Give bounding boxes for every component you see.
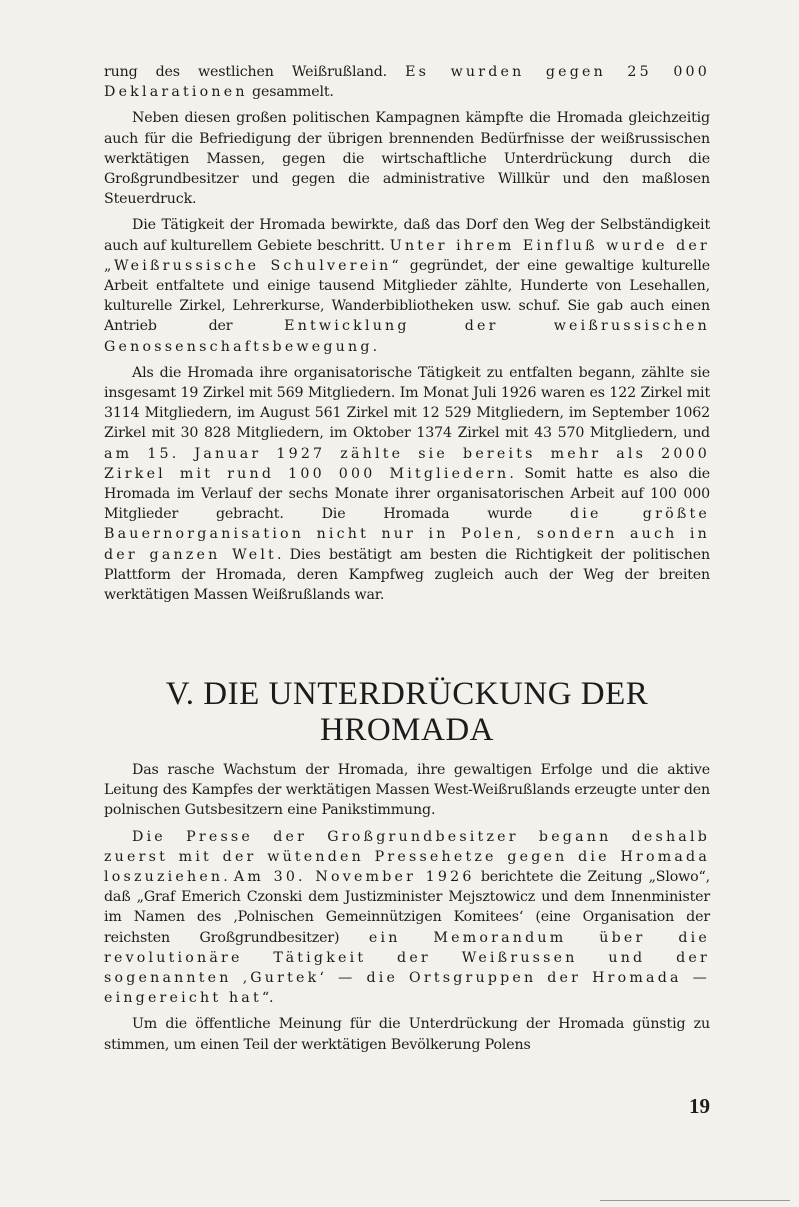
paragraph-4: Als die Hromada ihre organisatorische Tätigkeit zu entfalten begann, zählte sie insgesamt 19 Zirkel mit 569 Mitgliedern. Im Monat Juli 1926 waren es 122 Zirkel mit 3114 Mitgliedern, im August 561 Zirkel mit 12 529 Mitgliedern, im September 1062 Zirkel mit 30 828 Mitgliedern, im Oktober 1374 Zirkel mit 43 570 Mitgliedern, und am 15. Januar 1927 zählte sie bereits mehr als 2000 Zirkel mit rund 100 000 Mitgliedern. Somit hatte es also die Hromada im Verlauf der sechs Monate ihrer organisatorischen Arbeit auf 100 000 Mitglieder gebracht. Die Hromada wurde die größte Bauernorganisation nicht nur in Polen, sondern auch in der ganzen Welt. Dies bestätigt am besten die Richtigkeit der politischen Plattform der Hromada, deren Kampfweg zugleich auch der Weg der breiten werktätigen Massen Weißrußlands war. bbox=[104, 364, 711, 604]
paragraph-2: Neben diesen großen politischen Kampagnen kämpfte die Hromada gleichzeitig auch für die Befriedigung der übrigen brennenden Bedürfnisse der weißrussischen werktätigen Massen, gegen die wirtschaftliche Unterdrückung durch die Großgrundbesitzer und gegen die administrative Willkür und den maßlosen Steuerdruck. bbox=[104, 110, 710, 208]
paragraph-7: Um die öffentliche Meinung für die Unterdrückung der Hromada günstig zu stimmen, um einen Teil der werktätigen Bevölkerung Polens bbox=[104, 1016, 710, 1053]
spaced-emphasis: die größte Bauernorganisation nicht nur in Polen, sondern auch in der ganzen Welt bbox=[104, 506, 710, 563]
chapter-heading bbox=[104, 676, 710, 748]
spaced-emphasis: am 15. Januar 1927 zählte sie bereits mehr als 2000 Zirkel mit rund 100 000 Mitgliedern bbox=[104, 445, 710, 482]
spaced-emphasis: Entwicklung der weißrussischen Genossenschaftsbewegung bbox=[104, 318, 710, 355]
spaced-emphasis: Die Presse der Großgrundbesitzer begann deshalb zuerst mit der wütenden Pressehetze gegen die Hromada loszuziehen bbox=[104, 828, 710, 886]
chapter-heading-line-1: V. DIE UNTERDRÜCKUNG DER bbox=[165, 676, 649, 712]
paragraph-3: Die Tätigkeit der Hromada bewirkte, daß das Dorf den Weg der Selbständigkeit auch auf kulturellem Gebiete beschritt. Unter ihrem Einfluß wurde der „Weißrussische Schulverein“ gegründet, der eine gewaltige kulturelle Arbeit entfaltete und einige tausend Mitglieder zählte, Hunderte von Lesehallen, kulturelle Zirkel, Lehrerkurse, Wanderbibliotheken usw. schuf. Sie gab auch einen Antrieb der Entwicklung der weißrussischen Genossenschaftsbewegung. bbox=[104, 217, 710, 355]
paragraph-1: rung des westlichen Weißrußland. Es wurden gegen 25 000 Deklarationen gesammelt. bbox=[104, 64, 710, 101]
text-block-top bbox=[104, 62, 710, 611]
spaced-emphasis: Unter ihrem Einfluß wurde der „Weißrussische Schulverein“ bbox=[104, 237, 710, 274]
spaced-emphasis: Am 30. November 1926 bbox=[233, 869, 475, 886]
page-number: 19 bbox=[689, 1094, 710, 1118]
paragraph-5: Das rasche Wachstum der Hromada, ihre gewaltigen Erfolge und die aktive Leitung des Kampfes der werktätigen Massen West-Weißrußlands erzeugte unter den polnischen Gutsbesitzern eine Panikstimmung. bbox=[104, 762, 710, 819]
spaced-emphasis: ein Memorandum über die revolutionäre Tätigkeit der Weißrussen und der sogenannten ‚Gurtek‘ — die Ortsgruppen der Hromada — eingereicht hat bbox=[104, 929, 710, 1007]
text-block-bottom bbox=[104, 760, 710, 1061]
chapter-heading-line-2: HROMADA bbox=[319, 712, 494, 748]
paragraph-6: Die Presse der Großgrundbesitzer begann deshalb zuerst mit der wütenden Pressehetze gegen die Hromada loszuziehen. Am 30. November 1926 berichtete die Zeitung „Slowo“, daß „Graf Emerich Czonski dem Justizminister Mejsztowicz und dem Innenminister im Namen des ‚Polnischen Gemeinnützigen Komitees‘ (eine Organisation der reichsten Großgrundbesitzer) ein Memorandum über die revolutionäre Tätigkeit der Weißrussen und der sogenannten ‚Gurtek‘ — die Ortsgruppen der Hromada — eingereicht hat“. bbox=[104, 828, 710, 1007]
spaced-emphasis: Es wurden gegen 25 000 Deklarationen bbox=[104, 64, 710, 101]
bottom-rule bbox=[600, 1200, 790, 1201]
